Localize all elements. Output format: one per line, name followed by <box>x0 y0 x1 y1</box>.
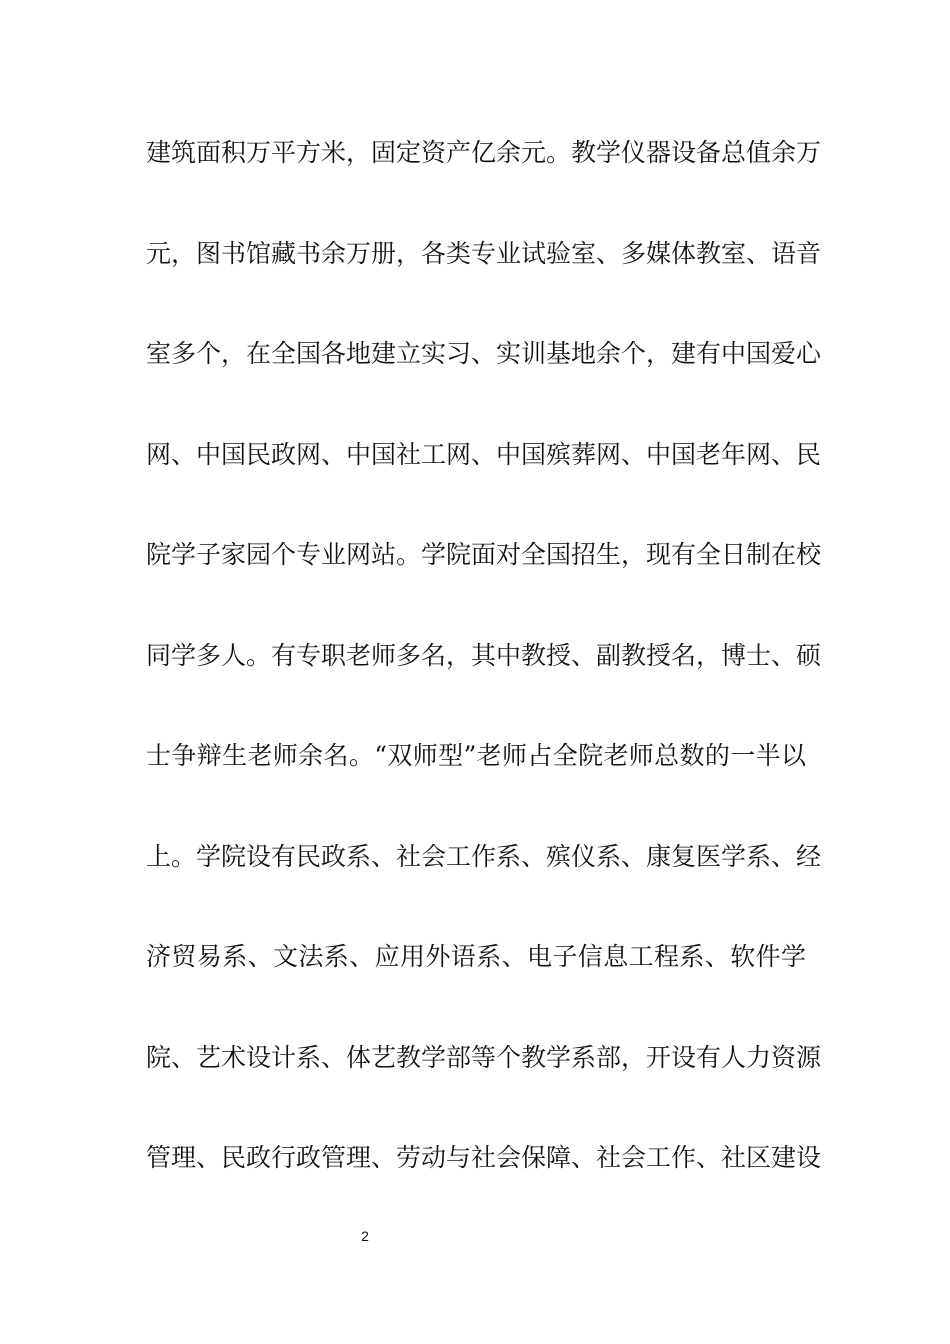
body-text <box>146 128 822 1234</box>
text-line: 同学多人。有专职老师多名，其中教授、副教授名，博士、硕 <box>146 640 822 670</box>
text-line: 济贸易系、文法系、应用外语系、电子信息工程系、软件学 <box>146 942 806 971</box>
text-line: 院、艺术设计系、体艺教学部等个教学系部，开设有人力资源 <box>146 1042 822 1072</box>
text-line: 院学子家园个专业网站。学院面对全国招生，现有全日制在校 <box>146 540 822 569</box>
text-line: 士争辩生老师余名。“双师型”老师占全院老师总数的一半以 <box>146 741 806 770</box>
text-line: 建筑面积万平方米，固定资产亿余元。教学仪器设备总值余万 <box>146 138 822 167</box>
text-line: 网、中国民政网、中国社工网、中国殡葬网、中国老年网、民 <box>146 439 822 469</box>
text-line: 管理、民政行政管理、劳动与社会保障、社会工作、社区建设 <box>146 1143 822 1172</box>
page-number: 2 <box>361 1228 369 1244</box>
text-line: 上。学院设有民政系、社会工作系、殡仪系、康复医学系、经 <box>146 841 822 871</box>
text-line: 室多个，在全国各地建立实习、实训基地余个，建有中国爱心 <box>146 339 822 368</box>
text-line: 元，图书馆藏书余万册，各类专业试验室、多媒体教室、语音 <box>146 238 822 268</box>
